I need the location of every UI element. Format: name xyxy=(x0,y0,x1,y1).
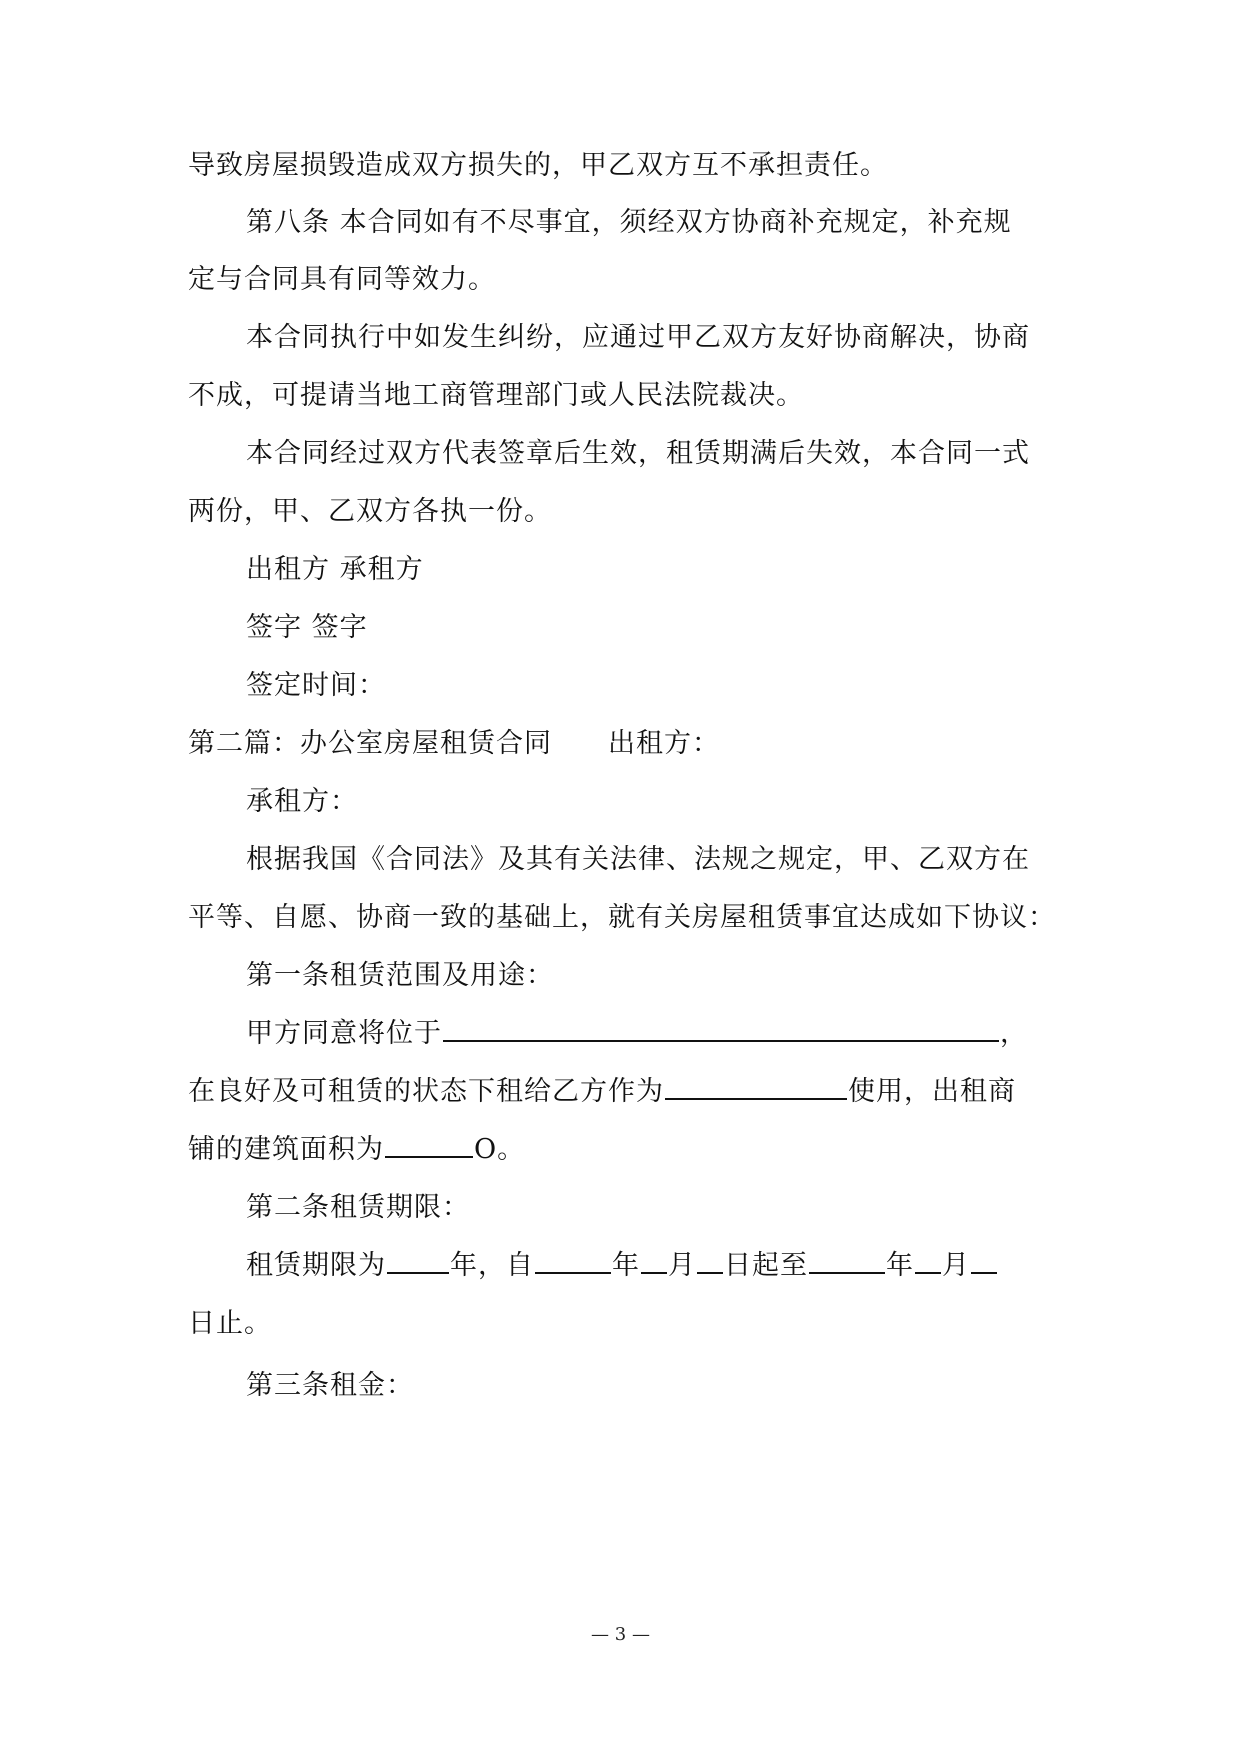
start-day-blank[interactable] xyxy=(697,1248,723,1274)
area-blank[interactable] xyxy=(385,1132,473,1158)
text: 第三条租金： xyxy=(246,1370,414,1401)
text: 第一条租赁范围及用途： xyxy=(246,960,554,991)
text: 不成，可提请当地工商管理部门或人民法院裁决。 xyxy=(188,380,804,411)
text: 月 xyxy=(942,1250,970,1281)
signature-line xyxy=(246,608,368,648)
text: 第二条租赁期限： xyxy=(246,1192,470,1223)
text: O。 xyxy=(474,1134,526,1165)
paragraph-line xyxy=(188,492,552,532)
text: 甲方同意将位于 xyxy=(246,1018,442,1049)
article-heading xyxy=(246,1188,470,1228)
term-years-blank[interactable] xyxy=(387,1248,449,1274)
paragraph-line xyxy=(188,146,888,186)
start-year-blank[interactable] xyxy=(535,1248,611,1274)
text: 年 xyxy=(612,1250,640,1281)
article-heading xyxy=(246,956,554,996)
text: 平等、自愿、协商一致的基础上，就有关房屋租赁事宜达成如下协议： xyxy=(188,902,1056,933)
paragraph-line xyxy=(188,1130,525,1170)
text: 出租方 承租方 xyxy=(246,554,424,585)
end-year-blank[interactable] xyxy=(809,1248,885,1274)
paragraph-line xyxy=(188,898,1056,938)
text: 签定时间： xyxy=(246,670,386,701)
paragraph-line xyxy=(188,260,496,300)
location-blank[interactable] xyxy=(443,1016,999,1042)
paragraph-line xyxy=(246,434,1030,474)
text: 根据我国《合同法》及其有关法律、法规之规定，甲、乙双方在 xyxy=(246,844,1030,875)
paragraph-line xyxy=(188,376,804,416)
text: 两份，甲、乙双方各执一份。 xyxy=(188,496,552,527)
text: 使用，出租商 xyxy=(848,1076,1016,1107)
paragraph-line xyxy=(188,1072,1016,1112)
lessee-line xyxy=(246,782,358,822)
text: 日止。 xyxy=(188,1308,272,1339)
paragraph-line xyxy=(246,1014,1028,1054)
text: 在良好及可租赁的状态下租给乙方作为 xyxy=(188,1076,664,1107)
paragraph-line xyxy=(246,203,1012,243)
lessor-label: 出租方： xyxy=(608,728,720,759)
text: 签字 签字 xyxy=(246,612,368,643)
text: 本合同执行中如发生纠纷，应通过甲乙双方友好协商解决，协商 xyxy=(246,322,1030,353)
text: 租赁期限为 xyxy=(246,1250,386,1281)
article-heading xyxy=(246,1366,414,1406)
signature-parties-line xyxy=(246,550,424,590)
end-month-blank[interactable] xyxy=(915,1248,941,1274)
usage-blank[interactable] xyxy=(665,1074,847,1100)
text: 第八条 本合同如有不尽事宜，须经双方协商补充规定，补充规 xyxy=(246,207,1012,238)
section-title: 第二篇：办公室房屋租赁合同 xyxy=(188,728,552,759)
section-heading-line xyxy=(188,724,720,764)
paragraph-line xyxy=(188,1304,272,1344)
text: 本合同经过双方代表签章后生效，租赁期满后失效，本合同一式 xyxy=(246,438,1030,469)
text: 铺的建筑面积为 xyxy=(188,1134,384,1165)
text: 导致房屋损毁造成双方损失的，甲乙双方互不承担责任。 xyxy=(188,150,888,181)
text: 承租方： xyxy=(246,786,358,817)
text: 年，自 xyxy=(450,1250,534,1281)
page-number: — 3 — xyxy=(591,1624,650,1645)
paragraph-line xyxy=(246,1246,998,1286)
end-day-blank[interactable] xyxy=(971,1248,997,1274)
text: 定与合同具有同等效力。 xyxy=(188,264,496,295)
text: ， xyxy=(1000,1018,1028,1049)
text: 年 xyxy=(886,1250,914,1281)
text: 月 xyxy=(668,1250,696,1281)
paragraph-line xyxy=(246,318,1030,358)
paragraph-line xyxy=(246,840,1030,880)
signing-date-line xyxy=(246,666,386,706)
start-month-blank[interactable] xyxy=(641,1248,667,1274)
text: 日起至 xyxy=(724,1250,808,1281)
